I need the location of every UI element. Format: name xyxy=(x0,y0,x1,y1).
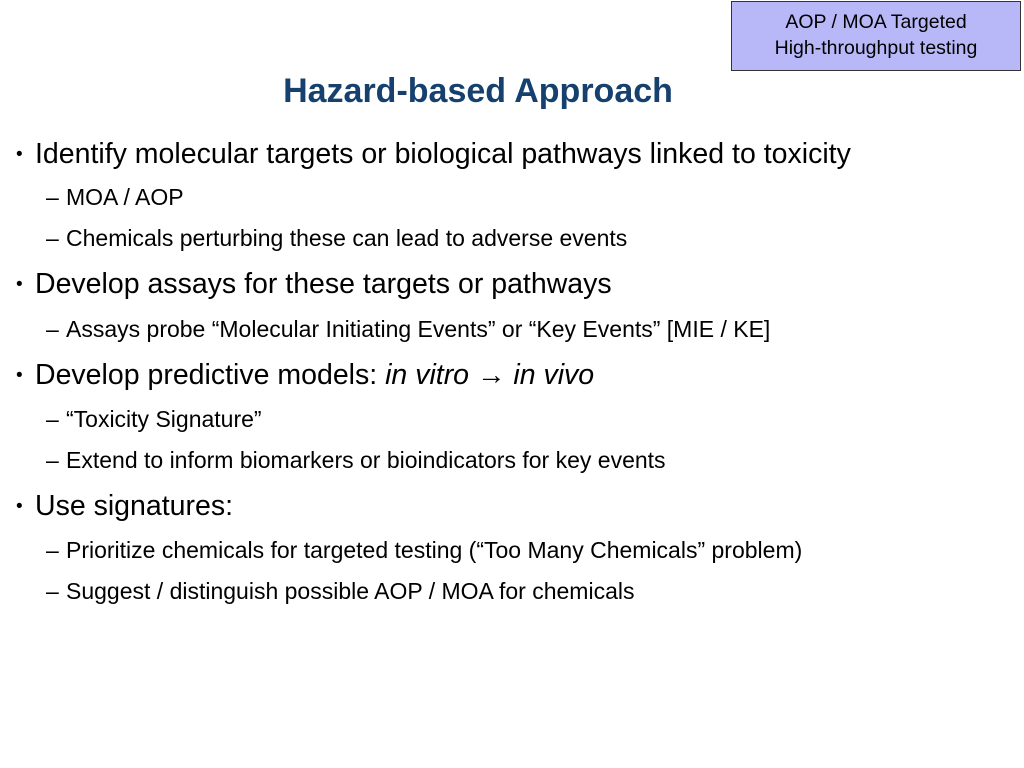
bullet-marker: • xyxy=(16,144,23,165)
sub-bullet-text: Assays probe “Molecular Initiating Events” or “Key Events” [MIE / KE] xyxy=(66,316,771,342)
bullet-item xyxy=(16,358,594,393)
bullet-text: Develop assays for these targets or pathways xyxy=(35,268,612,300)
sub-bullet-marker: – xyxy=(46,406,59,432)
sub-bullet-item xyxy=(46,183,184,211)
sub-bullet-item xyxy=(46,577,634,605)
sub-bullet-marker: – xyxy=(46,447,59,473)
topic-tag-line-1: AOP / MOA Targeted xyxy=(785,11,967,33)
sub-bullet-item xyxy=(46,446,666,474)
sub-bullet-marker: – xyxy=(46,225,59,251)
sub-bullet-item xyxy=(46,405,262,433)
topic-tag-line-2: High-throughput testing xyxy=(774,37,978,59)
sub-bullet-text: Suggest / distinguish possible AOP / MOA for chemicals xyxy=(66,578,635,604)
sub-bullet-marker: – xyxy=(46,316,59,342)
sub-bullet-marker: – xyxy=(46,184,59,210)
sub-bullet-text: MOA / AOP xyxy=(66,184,184,210)
bullet-text: Use signatures: xyxy=(35,490,234,522)
bullet-item xyxy=(16,267,612,302)
slide-title: Hazard-based Approach xyxy=(283,72,673,110)
sub-bullet-text: Extend to inform biomarkers or bioindicators for key events xyxy=(66,447,666,473)
bullet-marker: • xyxy=(16,274,23,295)
sub-bullet-text: Chemicals perturbing these can lead to adverse events xyxy=(66,225,628,251)
sub-bullet-item xyxy=(46,224,627,252)
sub-bullet-marker: – xyxy=(46,578,59,604)
topic-tag-box xyxy=(731,1,1021,71)
sub-bullet-item xyxy=(46,315,770,343)
bullet-item xyxy=(16,489,233,524)
bullet-marker: • xyxy=(16,365,23,386)
bullet-item xyxy=(16,137,851,172)
sub-bullet-text: Prioritize chemicals for targeted testing (“Too Many Chemicals” problem) xyxy=(66,537,803,563)
sub-bullet-item xyxy=(46,536,802,564)
bullet-text-prefix: Develop predictive models: xyxy=(35,359,386,391)
sub-bullet-marker: – xyxy=(46,537,59,563)
bullet-text: Identify molecular targets or biological pathways linked to toxicity xyxy=(35,138,851,170)
sub-bullet-text: “Toxicity Signature” xyxy=(66,406,262,432)
bullet-marker: • xyxy=(16,496,23,517)
bullet-text-italic: in vitro → in vivo xyxy=(385,359,595,391)
